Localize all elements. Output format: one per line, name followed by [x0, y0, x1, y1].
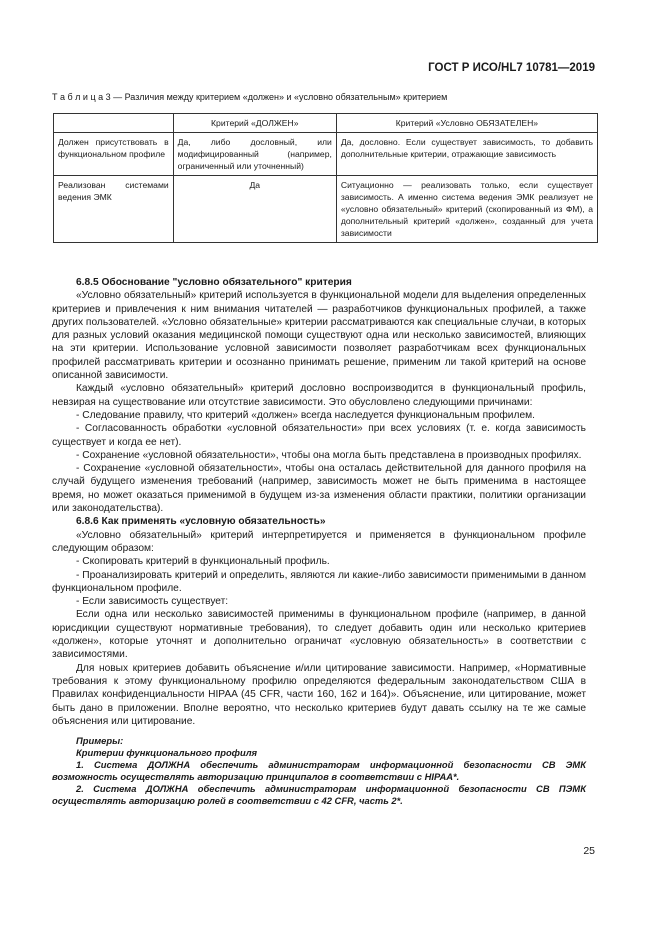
table-header-cell: Критерий «ДОЛЖЕН»	[173, 114, 336, 133]
example-item: 2. Система ДОЛЖНА обеспечить администраторам информационной безопасности СВ ПЭМК осуществлять авторизацию ролей в соответствии с 42 CFR, часть 2*.	[52, 783, 586, 807]
paragraph: Для новых критериев добавить объяснение и/или цитирование зависимости. Например, «Нормативные требования к этому функциональному профилю определяются федеральным законодательством США в Правилах конфиденциальности HIPAA (45 CFR, части 160, 162 и 164)». Объяснение, или цитирование, может быть дано в приложении. Вполне вероятно, что несколько критериев будут давать ссылку на те же самые объяснения или цитирование.	[52, 662, 586, 727]
document-header: ГОСТ Р ИСО/HL7 10781—2019	[428, 62, 595, 74]
page-number: 25	[583, 845, 595, 857]
table-cell: Да	[173, 176, 336, 243]
table-header-cell	[54, 114, 174, 133]
section-heading: 6.8.5 Обоснование "условно обязательного" критерия	[76, 277, 352, 288]
example-item: 1. Система ДОЛЖНА обеспечить администраторам информационной безопасности СВ ЭМК возможность осуществлять авторизацию принципалов в соответствии с HIPAA*.	[52, 759, 586, 783]
table-caption: Т а б л и ц а 3 — Различия между критерием «должен» и «условно обязательным» критерием	[52, 92, 448, 102]
list-item: - Если зависимость существует:	[76, 596, 229, 608]
list-item: - Сохранение «условной обязательности», чтобы она осталась действительной для данного профиля на случай будущего изменения требований (например, зависимость может не быть применима в настоящее время, но может оказаться применимой в будущем из-за изменения области практики, политики организации или законодательства).	[52, 463, 586, 515]
body-text	[52, 276, 586, 807]
paragraph: Если одна или несколько зависимостей применимы в функциональном профиле (например, в данной юрисдикции существуют нормативные требования), то следует добавить один или несколько критериев «должен», которые уточнят и дополнительно ограничат «условную обязательность» в соответствии с зависимостями.	[52, 609, 586, 661]
table-cell: Должен присутствовать в функциональном профиле	[54, 133, 174, 176]
table-row	[54, 133, 598, 176]
table-cell: Ситуационно — реализовать только, если существует зависимость. А именно система ведения ЭМК реализует не «условно обязательный» критерий (скопированный из ФМ), а дополнительный критерий «должен», созданный для учета зависимости	[336, 176, 597, 243]
list-item: - Скопировать критерий в функциональный профиль.	[76, 556, 330, 568]
list-item: - Согласованность обработки «условной обязательности» при всех условиях (т. е. когда зависимость существует и когда ее нет).	[52, 423, 586, 448]
paragraph: Каждый «условно обязательный» критерий дословно воспроизводится в функциональный профиль, невзирая на существование или отсутствие зависимости. Это обусловлено следующими причинами:	[52, 383, 586, 408]
table-cell: Реализован системами ведения ЭМК	[54, 176, 174, 243]
paragraph: «Условно обязательный» критерий используется в функциональной модели для выделения определенных критериев и привлечения к ним внимания читателей — разработчиков функциональных профилей, а также других пользователей. «Условно обязательные» критерии рассматриваются как специальные случаи, в которых для разных условий оказания медицинской помощи существуют одна или несколько зависимостей, влияющих на эти критерии. Использование условной зависимости позволяет разработчикам всех функциональных профилей рассматривать критерии и осознанно принимать решение, применим ли такой критерий на основе описанной зависимости.	[52, 290, 586, 382]
table-header-row	[54, 114, 598, 133]
list-item: - Следование правилу, что критерий «должен» всегда наследуется функциональным профилем.	[76, 409, 535, 421]
section-heading: 6.8.6 Как применять «условную обязательность»	[76, 516, 326, 528]
examples-subtitle: Критерии функционального профиля	[76, 747, 258, 759]
list-item: - Проанализировать критерий и определить, являются ли какие-либо зависимости применимыми в данном функциональном профиле.	[52, 569, 586, 594]
table-cell: Да, дословно. Если существует зависимость, то добавить дополнительные критерии, отражающие зависимость	[336, 133, 597, 176]
table-cell: Да, либо дословный, или модифицированный (например, ограниченный или уточненный)	[173, 133, 336, 176]
table-row	[54, 176, 598, 243]
paragraph: «Условно обязательный» критерий интерпретируется и применяется в функциональном профиле следующим образом:	[52, 529, 586, 554]
table-header-cell: Критерий «Условно ОБЯЗАТЕЛЕН»	[336, 114, 597, 133]
list-item: - Сохранение «условной обязательности», чтобы она могла быть представлена в производных профилях.	[76, 449, 582, 461]
examples-label: Примеры:	[76, 735, 124, 747]
comparison-table	[53, 113, 598, 243]
